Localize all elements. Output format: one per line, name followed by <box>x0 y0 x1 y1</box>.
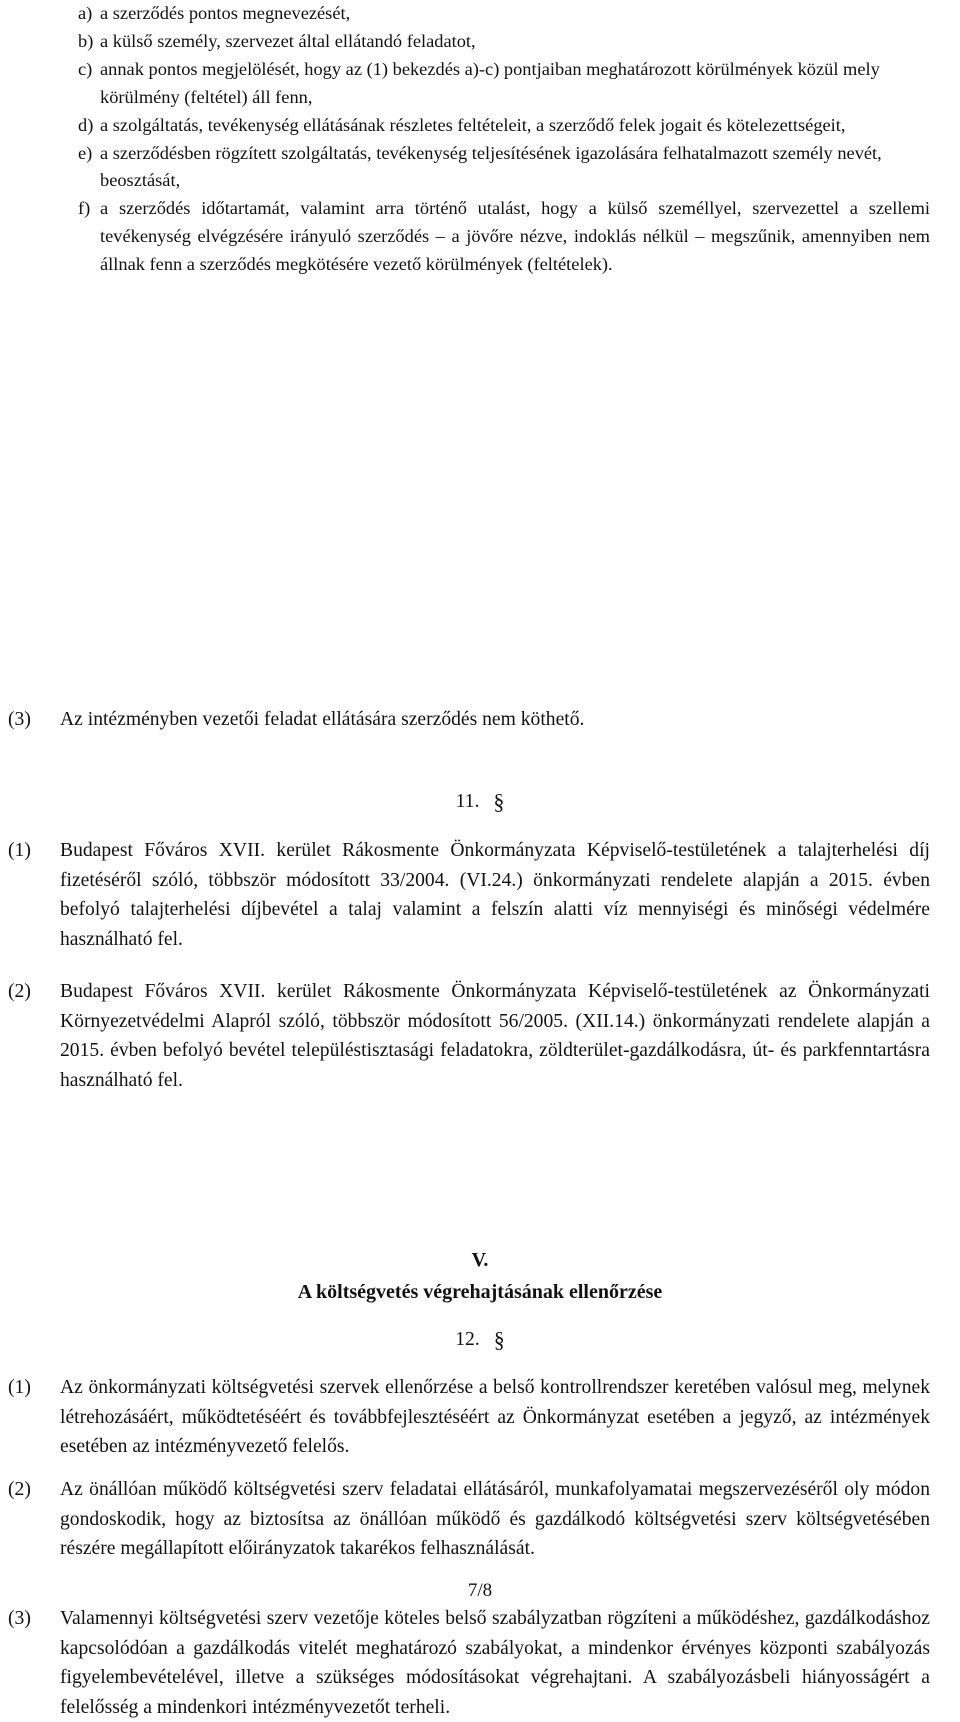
list-item <box>78 112 930 140</box>
section-number: 11. <box>455 791 480 812</box>
section-sign: § <box>493 1327 505 1352</box>
section-sign: § <box>493 789 505 814</box>
list-item-text: a szolgáltatás, tevékenység ellátásának részletes feltételeit, a szerződő felek jogait és kötelezettségeit, <box>100 114 846 135</box>
paragraph-number: (2) <box>8 981 31 1002</box>
list-item <box>78 0 930 28</box>
paragraph-text: Az intézményben vezetői feladat ellátására szerződés nem köthető. <box>60 709 585 730</box>
paragraph-text: Valamennyi költségvetési szerv vezetője köteles belső szabályzatban rögzíteni a működéshez, gazdálkodáshoz kapcsolódóan a gazdálkodás vitelét meghatározó szabályokat, a mindenkor érvényes központi szabályozás figyelembevételével, illetve a szükséges módosításokat végrehajtani. A szabályozásbeli hiányosságért a felelősség a mindenkori intézményvezetőt terheli. <box>60 1608 930 1718</box>
paragraph-number: (2) <box>8 1479 31 1500</box>
paragraph-number: (3) <box>8 1608 31 1629</box>
list-item-text: a szerződés időtartamát, valamint arra történő utalást, hogy a külső személlyel, szervezettel a szellemi tevékenység elvégzésére irányuló szerződés – a jövőre nézve, indoklás nélkül – megszűnik, amennyiben nem állnak fenn a szerződés megkötésére vezető körülmények (feltételek). <box>100 198 930 275</box>
paragraph-text: Budapest Főváros XVII. kerület Rákosmente Önkormányzata Képviselő-testületének a talajterhelési díj fizetéséről szóló, többször módosított 33/2004. (VI.24.) önkormányzati rendelete alapján a 2015. évben befolyó talajterhelési díjbevétel a talaj valamint a felszín alatti víz mennyiségi és minőségi védelmére használható fel. <box>60 840 930 950</box>
list-item-text: a szerződésben rögzített szolgáltatás, tevékenység teljesítésének igazolására felhatalmazott személy nevét, beosztását, <box>100 142 882 191</box>
list-item-label: f) <box>78 198 91 219</box>
list-item-label: b) <box>78 30 94 51</box>
paragraph <box>8 977 930 1095</box>
section-heading <box>0 1326 960 1354</box>
paragraph <box>8 836 930 954</box>
page-number: 7/8 <box>467 1580 493 1601</box>
list-item <box>78 140 930 196</box>
list-item-label: c) <box>78 58 93 79</box>
paragraph-number: (3) <box>8 709 31 730</box>
paragraph-number: (1) <box>8 1377 31 1398</box>
paragraph-number: (1) <box>8 840 31 861</box>
list-item <box>78 56 930 112</box>
list-item-text: a külső személy, szervezet által ellátandó feladatot, <box>100 30 476 51</box>
paragraph <box>8 1604 930 1722</box>
list-item-label: a) <box>78 3 93 23</box>
list-item-text: a szerződés pontos megnevezését, <box>100 3 351 23</box>
paragraph-text: Budapest Főváros XVII. kerület Rákosmente Önkormányzata Képviselő-testületének az Önkormányzati Környezetvédelmi Alapról szóló, többször módosított 56/2005. (XII.14.) önkormányzati rendelete alapján a 2015. évben befolyó bevétel településtisztasági feladatokra, zöldterület-gazdálkodásra, út- és parkfenntartásra használható fel. <box>60 981 930 1091</box>
chapter-number: V. <box>471 1249 489 1271</box>
paragraph-text: Az önállóan működő költségvetési szerv feladatai ellátásáról, munkafolyamatai megszervezéséről oly módon gondoskodik, hogy az biztosítsa az önállóan működő és gazdálkodó költségvetési szerv költségvetésében részére megállapított előirányzatok takarékos felhasználását. <box>60 1479 930 1559</box>
contract-requirements-list <box>78 0 930 279</box>
chapter-title: A költségvetés végrehajtásának ellenőrzése <box>297 1281 663 1303</box>
list-item-label: d) <box>78 114 94 135</box>
list-item <box>78 195 930 279</box>
paragraph-text: Az önkormányzati költségvetési szervek ellenőrzése a belső kontrollrendszer keretében valósul meg, melynek létrehozásáért, működtetéséért és továbbfejlesztéséért az Önkormányzat esetében a jegyző, az intézmények esetében az intézményvezető felelős. <box>60 1377 930 1457</box>
paragraph <box>8 1373 930 1462</box>
list-item-text: annak pontos megjelölését, hogy az (1) bekezdés a)-c) pontjaiban meghatározott körülmények közül mely körülmény (feltétel) áll fenn, <box>100 58 880 107</box>
list-item-label: e) <box>78 142 93 163</box>
section-number: 12. <box>455 1329 480 1350</box>
list-item <box>78 28 930 56</box>
paragraph <box>8 1475 930 1564</box>
paragraph <box>8 705 930 735</box>
section-heading <box>0 788 960 816</box>
